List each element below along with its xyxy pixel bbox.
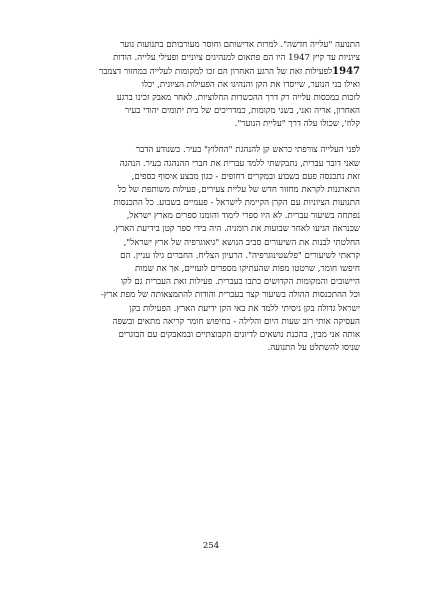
text-line: החלטתי לבנות את השיעורים סביב הנושא "גיאוגרפיה של ארץ ישראל",: [123, 237, 360, 248]
text-line: ציוניות עד קיץ 1947 היו הם פתאום למנהיגים ציוניים ופעילי עלייה. הודות: [113, 53, 360, 64]
text-line-segment: לפעילות זאת של הרגע האחרון הם זכו למקומות לעלייה במחזור דצמבר: [99, 67, 333, 78]
text-line: חיפשו חומר, שרטטו מפות שהעתיקו מספרים לועזיים, אך את שמות: [135, 264, 360, 274]
text-line: התארגנות לקראת מחזור חדש של עליית צעירים, פעילות משותפת של כל: [117, 184, 360, 195]
text-line: קראתי לשיעורים "פלשטינוגרפיה". הרעיון הצליח. החברים גילו עניין. הם: [120, 250, 360, 261]
page-number: 254: [202, 541, 220, 551]
text-line: היישובים והמקומות הקדושים כתבו בעברית. פעילות זאת העברית גם לקו: [120, 277, 360, 288]
text-line: ואילו בני הנוער, שייסדו את הקן והנהיגו את הפעילות הציונית, יכלו: [141, 79, 360, 90]
text-line: [78, 65, 360, 78]
text-line: שכנראה הגיעו לאחר שבועות את רומניה. היה בידי ספר קטן בידיעת הארץ.: [112, 224, 360, 235]
text-line: נפתחה בשיעור עברית. לא היו ספרי לימוד והומנו ספרים מארץ ישראל,: [126, 211, 360, 222]
text-line: וכל ההתכנסות ההולה בשיעור קצר בעברית והודות להתמצאותה של מפת ארץ-: [100, 290, 360, 301]
text-line: העסיקה אותי רוב שעות היום והלילה - בחיפוש חומר קריאה מתאים ובשפה: [112, 316, 360, 327]
text-line: קלוז', שכולו עלה דרך "עליית הנוער".: [234, 119, 360, 130]
text-line: שניסו להשתלט על התנועה.: [267, 343, 360, 354]
text-line: שאני דובר עברית, נתבקשתי ללמד עברית את חברי ההנהגה בעיר. הנהגה: [119, 158, 360, 169]
body-text: [78, 39, 360, 355]
text-line: ישראל גדולה בקן ניסיתי ללמד את באי הקן ידיעת הארץ. הפעילות בקן: [129, 303, 360, 314]
text-line: לפני העלייה צורפתי כראש קן להנהגת "החלוץ" בעיר. כשנודע הדבר: [135, 145, 360, 156]
text-line: אותה אני מבין, בהכנת נושאים לדיונים הקבוצתיים ובמאבקים עם הבוגרים: [118, 329, 360, 340]
bold-year: 1947: [332, 66, 360, 78]
paragraph-2: [78, 144, 360, 355]
text-line: האחרון, אריה ואני, בשני מקומות, כמדריכים של בית יתומים יהודי בעיר: [124, 105, 360, 116]
text-line: התנועות הציוניות עם הקרן הקיימת לישראל - פעמיים בשבוע. כל התכנסות: [113, 198, 360, 209]
text-line: התנועה "עלייה חדשה". למרות אדישותם וחוסר מעורבותם בתנועות נוער: [120, 40, 360, 50]
text-line: לזכות במכסות עלייה רק דרך ההכשרות החלוציות. לאחר מאבק זכינו ברגע: [116, 92, 360, 103]
paragraph-1: [78, 39, 360, 131]
text-line: זאת נתכנסה פעם בשבוע ובמקרים דחופים - כגון מבצע איסוף כספים,: [131, 171, 360, 182]
